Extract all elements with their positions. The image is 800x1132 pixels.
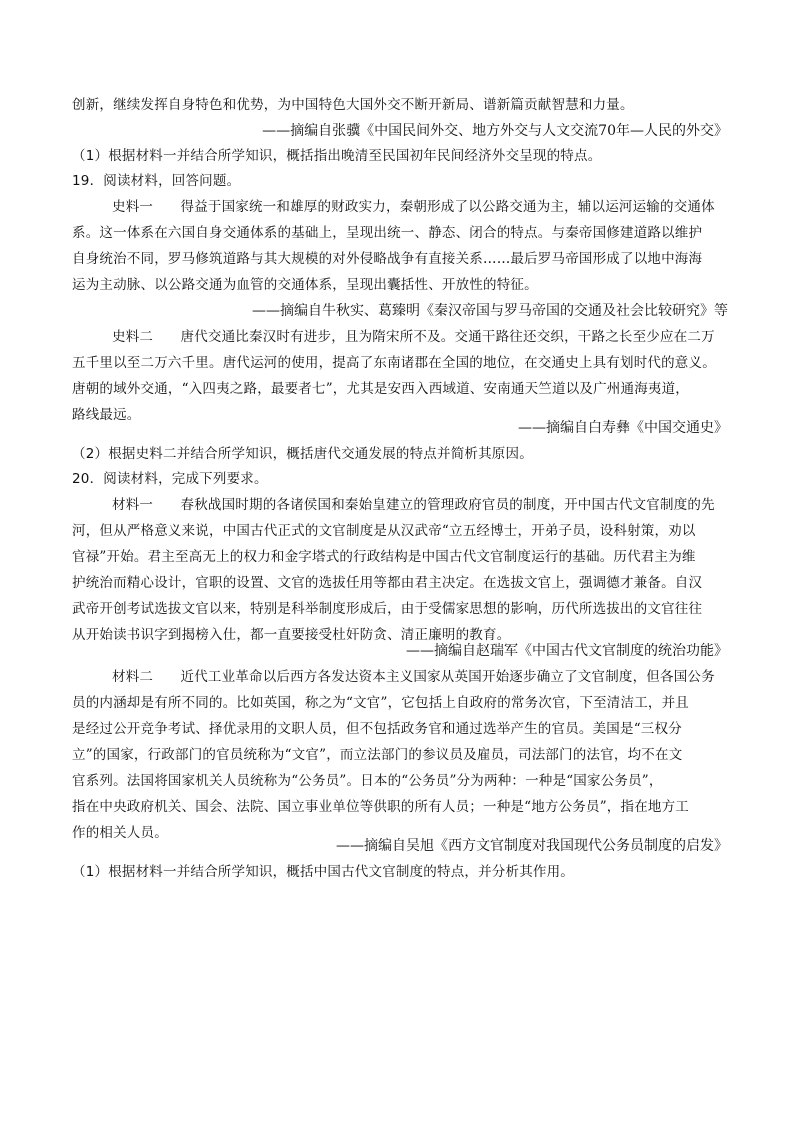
text-line: 立”的国家，行政部门的官员统称为“文官”，而立法部门的参议员及雇员，司法部门的法官，均不在文 [72, 747, 683, 763]
source-citation: ——摘编自吴旭《西方文官制度对我国现代公务员制度的启发》 [336, 838, 728, 854]
source-citation: ——摘编自牛秋实、葛臻明《秦汉帝国与罗马帝国的交通及社会比较研究》等 [252, 303, 728, 319]
text-line: 系。这一体系在六国自身交通体系的基础上，呈现出统一、静态、闭合的特点。与秦帝国修建道路以维护 [72, 225, 703, 241]
text-line: 官禄”开始。君主至高无上的权力和金字塔式的行政结构是中国古代文官制度运行的基础。历代君主为维 [72, 549, 696, 565]
text-line: 护统治而精心设计，官职的设置、文官的选拔任用等都由君主决定。在选拔文官上，强调德才兼备。自汉 [72, 575, 703, 591]
question-18-1: （1）根据材料一并结合所学知识，概括指出晚清至民国初年民间经济外交呈现的特点。 [72, 148, 602, 164]
text-line: 官系列。法国将国家机关人员统称为“公务员”。日本的“公务员”分为两种：一种是“国家公务员”， [72, 773, 663, 789]
text-line: 材料二 近代工业革命以后西方各发达资本主义国家从英国开始逐步确立了文官制度，但各国公务 [112, 669, 715, 685]
text-line: 材料一 春秋战国时期的各诸侯国和秦始皇建立的管理政府官员的制度，开中国古代文官制度的先 [112, 497, 715, 513]
text-line: 作的相关人员。 [72, 825, 168, 841]
question-19-2: （2）根据史料二并结合所学知识，概括唐代交通发展的特点并简析其原因。 [72, 446, 533, 462]
text-line: 五千里以至二万六千里。唐代运河的使用，提高了东南诸郡在全国的地位，在交通史上具有划时代的意义。 [72, 355, 716, 371]
question-19-header: 19．阅读材料，回答问题。 [72, 173, 241, 189]
text-line: 从开始读书识字到揭榜入仕，都一直要接受杜奸防贪、清正廉明的教育。 [72, 627, 511, 643]
text-line: 唐朝的域外交通，“入四夷之路，最要者七”，尤其是安西入西域道、安南通天竺道以及广州通海夷道， [72, 381, 690, 397]
source-citation: ——摘编自赵瑞军《中国古代文官制度的统治功能》 [406, 643, 728, 659]
text-line: 员的内涵却是有所不同的。比如英国，称之为“文官”，它包括上自政府的常务次官，下至清洁工，并且 [72, 695, 690, 711]
text-line: 武帝开创考试选拔文官以来，特别是科举制度形成后，由于受儒家思想的影响，历代所选拔出的文官往往 [72, 601, 703, 617]
question-20-header: 20．阅读材料，完成下列要求。 [72, 471, 268, 487]
text-line: 河，但从严格意义来说，中国古代正式的文官制度是从汉武帝“立五经博士，开弟子员，设科射策，劝以 [72, 523, 696, 539]
source-citation: ——摘编自张骥《中国民间外交、地方外交与人文交流70年—人民的外交》 [262, 123, 728, 139]
text-line: 指在中央政府机关、国会、法院、国立事业单位等供职的所有人员；一种是“地方公务员”，指在地方工 [72, 799, 690, 815]
text-line: 自身统治不同，罗马修筑道路与其大规模的对外侵略战争有直接关系……最后罗马帝国形成了以地中海海 [72, 251, 703, 267]
text-line: 是经过公开竞争考试、择优录用的文职人员，但不包括政务官和通过选举产生的官员。美国是“三权分 [72, 721, 682, 737]
question-20-1: （1）根据材料一并结合所学知识，概括中国古代文官制度的特点，并分析其作用。 [72, 864, 574, 880]
text-line: 路线最远。 [72, 407, 141, 423]
text-line: 创新，继续发挥自身特色和优势，为中国特色大国外交不断开新局、谱新篇贡献智慧和力量。 [72, 97, 634, 113]
text-line: 史料二 唐代交通比秦汉时有进步，且为隋宋所不及。交通干路往还交织，干路之长至少应在二万 [112, 329, 715, 345]
source-citation: ——摘编自白寿彝《中国交通史》 [518, 420, 728, 436]
text-line: 史料一 得益于国家统一和雄厚的财政实力，秦朝形成了以公路交通为主，辅以运河运输的交通体 [112, 199, 715, 215]
text-line: 运为主动脉、以公路交通为血管的交通体系，呈现出囊括性、开放性的特征。 [72, 277, 538, 293]
